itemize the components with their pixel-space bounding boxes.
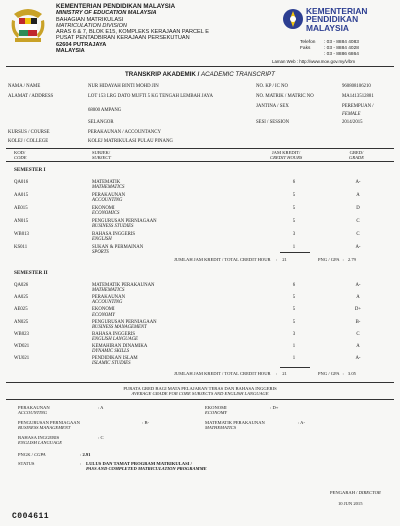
- status-value: LULUS DAN TAMAT PROGRAM MATRIKULASI / PASS AND COMPLETED MATRICULATION PROGRAMME: [86, 461, 207, 472]
- name-value: NUR HIDAYAH BINTI MOHD JIN: [88, 84, 159, 89]
- subject-name-ms: SUKAN & PERMAINAN: [92, 245, 144, 250]
- gender-value-en: FEMALE: [342, 112, 361, 117]
- grade: C: [356, 219, 360, 224]
- grade: A: [356, 193, 360, 198]
- session-label: SESI / SESSION: [256, 120, 290, 125]
- tel2-value: : 03 - 8886 6864: [324, 51, 359, 57]
- subject-name-ms: PENGURUSAN PERNIAGAAN: [92, 219, 157, 224]
- logo-text-line3: MALAYSIA: [306, 22, 349, 33]
- subject-name-en: MATHEMATICS: [92, 288, 125, 294]
- credit-hours: 1: [292, 245, 296, 250]
- subject-name: [92, 356, 138, 366]
- semester-1-total-rule: [280, 252, 310, 253]
- division-name-ms: BAHAGIAN MATRIKULASI: [56, 16, 124, 23]
- subject-name-en: MATHEMATICS: [92, 185, 125, 191]
- subject-name-en: BUSINESS STUDIES: [92, 224, 134, 230]
- col-subject-header: SUBJEK/ SUBJECT: [92, 150, 111, 160]
- subject-name-ms: PENGURUSAN PERNIAGAAN: [92, 319, 157, 325]
- document-title: TRANSKRIP AKADEMIK / ACADEMIC TRANSCRIPT: [125, 71, 275, 78]
- average-english-grade: : C: [98, 435, 104, 440]
- average-business: PENGURUSAN PERNIAGAAN BUSINESS MANAGEMENT: [18, 420, 80, 431]
- subject-code: KS011: [14, 245, 28, 250]
- semester-2-title: SEMESTER II: [14, 270, 48, 276]
- subject-name-en: ENGLISH LANGUAGE: [92, 337, 138, 342]
- grade: A-: [355, 180, 361, 185]
- subject-name-ms: BAHASA INGGERIS: [92, 331, 136, 337]
- subject-code: AA025: [14, 295, 29, 301]
- credit-hours: 5: [292, 295, 296, 301]
- tel-value: : 03 - 8884 4083: [324, 40, 359, 45]
- address-value-3: SELANGOR: [88, 120, 114, 125]
- grade: A-: [355, 245, 361, 250]
- credit-hours: 5: [292, 319, 296, 325]
- subject-name: [92, 344, 147, 354]
- average-mathematics: MATEMATIK PERAKAUNAN MATHEMATICS: [205, 420, 265, 431]
- subject-code: QA026: [14, 283, 29, 288]
- subject-name: [92, 295, 125, 305]
- subject-name-en: ECONOMY: [92, 312, 115, 318]
- subject-name-ms: PERAKAUNAN: [92, 193, 126, 198]
- average-bottom-rule: [6, 399, 394, 400]
- semester-2-total-rule: [280, 367, 310, 368]
- subject-code: WU021: [14, 356, 30, 362]
- address-line-4: MALAYSIA: [56, 48, 85, 55]
- address-line-2: PUSAT PENTADBIRAN KERAJAAN PERSEKUTUAN: [56, 35, 190, 42]
- malaysia-coat-of-arms-icon: [8, 6, 48, 46]
- serial-number: C004611: [12, 512, 50, 521]
- subject-code: AE015: [14, 206, 28, 211]
- average-economy: EKONOMI ECONOMY: [205, 405, 227, 416]
- subject-name-ms: MATEMATIK PERAKAUNAN: [92, 283, 155, 288]
- signer-title: PENGARAH / DIRECTOR: [330, 490, 381, 495]
- average-top-rule: [6, 382, 394, 383]
- address-value-1: LOT 153 LRG DATO MUFTI 5 KG TENGAH LEMBAH JAYA: [88, 94, 213, 99]
- status-colon: :: [80, 461, 82, 466]
- ministry-name-ms: KEMENTERIAN PENDIDIKAN MALAYSIA: [56, 3, 176, 10]
- course-value: PERAKAUNAN / ACCOUNTANCY: [88, 130, 161, 135]
- credit-hours: 5: [292, 219, 296, 224]
- credit-hours: 3: [292, 331, 296, 337]
- address-label: ALAMAT / ADDRESS: [8, 94, 54, 99]
- semester-2-gpa: PNG / GPA : 3.05: [318, 371, 356, 376]
- semester-1-title: SEMESTER I: [14, 167, 46, 173]
- subject-name-ms: MATEMATIK: [92, 180, 121, 185]
- subject-name: [92, 206, 119, 216]
- ic-label: NO. KP / IC NO: [256, 84, 288, 89]
- credit-hours: 5: [292, 193, 296, 198]
- grade: C: [356, 232, 360, 237]
- average-economy-grade: : D+: [270, 405, 279, 410]
- grade: A: [356, 344, 360, 349]
- tel-label: Telefon: [300, 40, 316, 45]
- grade: A-: [355, 283, 361, 288]
- website-line: [272, 59, 355, 64]
- contact-block: [300, 40, 359, 57]
- col-credit-header: JAM KREDIT/ CREDIT HOURS: [270, 150, 303, 160]
- subject-name-en: BUSINESS MANAGEMENT: [92, 324, 147, 330]
- credit-hours: 5: [292, 206, 296, 211]
- subject-name-en: ACCOUNTING: [92, 300, 123, 306]
- average-accounting: PERAKAUNAN ACCOUNTING: [18, 405, 50, 416]
- subject-name-ms: PENDIDIKAN ISLAM: [92, 356, 138, 362]
- credit-hours: 5: [292, 307, 296, 313]
- subject-name: [92, 219, 157, 229]
- subject-code: AN025: [14, 319, 29, 325]
- average-mathematics-grade: : A-: [298, 420, 306, 425]
- average-business-grade: : B-: [142, 420, 150, 425]
- subject-code: WB013: [14, 232, 29, 237]
- title-ms: TRANSKRIP AKADEMIK: [125, 71, 196, 78]
- status-label: STATUS: [18, 461, 35, 466]
- ministry-logo-icon: [282, 8, 304, 32]
- subject-code: AA015: [14, 193, 29, 198]
- web-label: Laman Web: [272, 59, 296, 64]
- grade: D+: [354, 307, 362, 313]
- semester-1-gpa: PNG / GPA : 2.79: [318, 257, 356, 262]
- table-header-rule: [6, 161, 394, 162]
- subject-name: [92, 307, 115, 317]
- table-top-rule: [6, 148, 394, 149]
- fax-value: : 03 - 8884 4028: [324, 45, 359, 51]
- name-label: NAMA / NAME: [8, 84, 41, 89]
- subject-name: [92, 232, 135, 242]
- credit-hours: 1: [292, 344, 296, 349]
- cgpa-value: : 2.91: [80, 452, 91, 457]
- credit-hours: 6: [292, 283, 296, 288]
- ministry-name-en: MINISTRY OF EDUCATION MALAYSIA: [56, 10, 157, 17]
- subject-name-en: ECONOMICS: [92, 211, 120, 217]
- average-accounting-grade: : A: [98, 405, 104, 410]
- grade: C: [356, 331, 360, 337]
- semester-1-total: JUMLAH JAM KREDIT / TOTAL CREDIT HOUR : 21: [174, 257, 287, 262]
- college-label: KOLEJ / COLLEGE: [8, 139, 49, 144]
- ministry-header: [56, 4, 209, 54]
- matric-label: NO. MATRIK / MATRIC NO: [256, 94, 314, 99]
- subject-code: AN015: [14, 219, 29, 224]
- col-grade-header: GRED/ GRADE: [349, 150, 365, 160]
- gender-value: PEREMPUAN /: [342, 104, 374, 109]
- subject-name-ms: EKONOMI: [92, 206, 115, 211]
- subject-name: [92, 332, 138, 342]
- division-name-en: MATRICULATION DIVISION: [56, 22, 127, 29]
- college-value: KOLEJ MATRIKULASI PULAU PINANG: [88, 139, 173, 144]
- grade: A-: [355, 356, 361, 362]
- subject-name-ms: KEMAHIRAN DINAMIKA: [92, 344, 148, 349]
- session-value: 2014/2015: [342, 120, 363, 125]
- subject-name: [92, 180, 124, 190]
- ministry-logo: [282, 6, 394, 34]
- subject-name-en: SPORTS: [92, 250, 109, 256]
- subject-name-ms: EKONOMI: [92, 307, 115, 313]
- ic-value: 960808106210: [342, 84, 371, 89]
- address-value-2: 68000 AMPANG: [88, 108, 122, 113]
- grade: B-: [355, 319, 361, 325]
- subject-code: AE025: [14, 307, 28, 313]
- subject-name-en: ISLAMIC STUDIES: [92, 361, 131, 367]
- subject-name-en: ENGLISH: [92, 237, 112, 243]
- subject-code: WB023: [14, 331, 29, 337]
- subject-code: WD021: [14, 344, 30, 349]
- gender-label: JANTINA / SEX: [256, 104, 289, 109]
- col-code-header: KOD/ CODE: [14, 150, 27, 160]
- subject-name-ms: PERAKAUNAN: [92, 295, 126, 301]
- matric-value: MA1413512881: [342, 94, 374, 99]
- subject-name-en: ACCOUNTING: [92, 198, 123, 204]
- subject-name-ms: BAHASA INGGERIS: [92, 232, 136, 237]
- cgpa-label: PNGK / CGPA: [18, 452, 46, 457]
- title-en: ACADEMIC TRANSCRIPT: [201, 71, 275, 78]
- average-english: BAHASA INGGERIS ENGLISH LANGUAGE: [18, 435, 63, 446]
- subject-code: QA016: [14, 180, 29, 185]
- header-divider: [6, 66, 394, 67]
- fax-label: Faks: [300, 45, 311, 51]
- subject-name: [92, 245, 143, 255]
- grade: A: [356, 295, 360, 301]
- average-title: PURATA GRED BAGI MATA PELAJARAN TERAS DAN BAHASA INGGERIS AVERAGE GRADE FOR CORE SUBJECTS AND ENGLISH LANGUAGE: [123, 386, 277, 397]
- credit-hours: 6: [292, 180, 296, 185]
- web-value: : http://www.moe.gov.my/v/bm: [296, 59, 356, 64]
- subject-name: [92, 193, 125, 203]
- issue-date: 10 JUN 2015: [338, 501, 363, 506]
- course-label: KURSUS / COURSE: [8, 130, 50, 135]
- grade: D: [356, 206, 360, 211]
- subject-name: [92, 320, 157, 330]
- semester-2-total: JUMLAH JAM KREDIT / TOTAL CREDIT HOUR : 21: [174, 371, 287, 376]
- logo-text-line1: KEMENTERIAN: [306, 6, 368, 16]
- subject-name: [92, 283, 155, 293]
- credit-hours: 3: [292, 232, 296, 237]
- address-line-1: ARAS 6 & 7, BLOK E15, KOMPLEKS KERAJAAN PARCEL E: [56, 29, 209, 36]
- logo-text-line2: PENDIDIKAN: [306, 14, 359, 25]
- address-line-3: 62604 PUTRAJAYA: [56, 41, 107, 48]
- credit-hours: 1: [292, 356, 296, 362]
- subject-name-en: DYNAMIC SKILLS: [92, 349, 130, 355]
